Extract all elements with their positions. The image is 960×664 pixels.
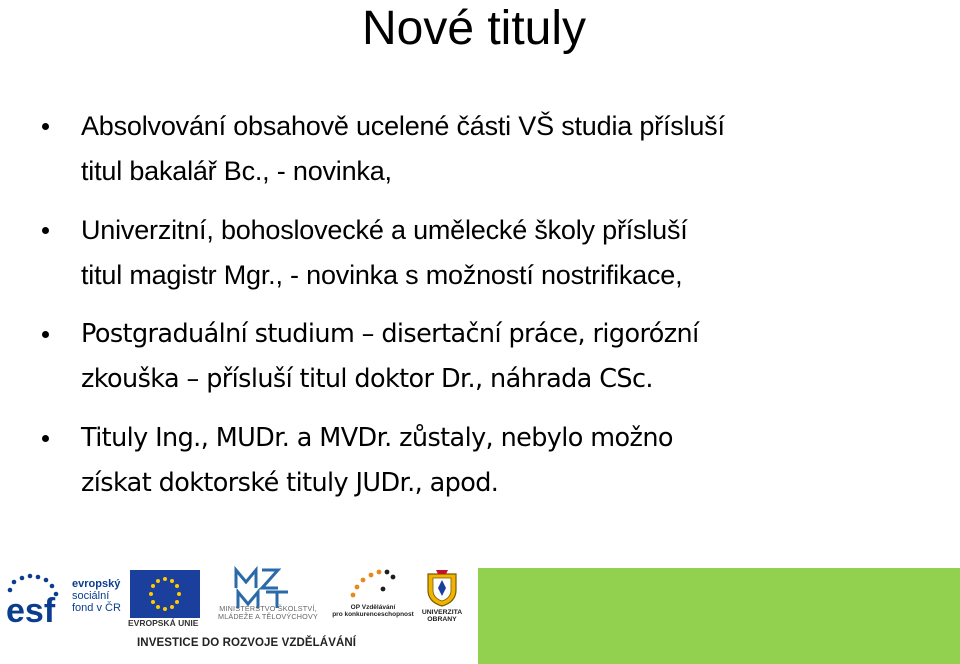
uo-label-line: OBRANY	[427, 616, 457, 623]
footer-accent-bar	[478, 568, 960, 664]
investice-tagline: INVESTICE DO ROZVOJE VZDĚLÁVÁNÍ	[137, 637, 357, 649]
msmt-label-line: MLÁDEŽE A TĚLOVÝCHOVY	[218, 612, 318, 621]
esf-label-line: sociální	[72, 590, 110, 602]
bullet-line: Tituly Ing., MUDr. a MVDr. zůstaly, nebylo možno	[81, 423, 673, 453]
esf-label-line: fond v ČR	[72, 602, 121, 614]
univerzita-obrany-crest	[420, 568, 464, 608]
bullet-item	[40, 208, 900, 298]
bullet-list	[40, 104, 900, 506]
esf-label-line: evropský	[72, 578, 121, 590]
op-vzdelavani-logo	[347, 567, 401, 601]
bullet-line: Postgraduální studium – disertační práce, rigorózní	[81, 319, 699, 349]
bullet-line: titul magistr Mgr., - novinka s možností nostrifikace,	[81, 260, 683, 290]
esf-label	[72, 578, 121, 614]
uo-label	[416, 609, 468, 623]
eu-flag-logo	[130, 570, 200, 618]
esf-brand-text: esf	[6, 592, 56, 630]
slide-title: Nové tituly	[361, 2, 587, 55]
bullet-line: Absolvování obsahově ucelené části VŠ studia přísluší	[81, 111, 725, 141]
bullet-item	[40, 416, 900, 506]
msmt-label-line: MINISTERSTVO ŠKOLSTVÍ,	[219, 604, 317, 613]
eu-label: EVROPSKÁ UNIE	[128, 618, 199, 628]
bullet-line: titul bakalář Bc., - novinka,	[81, 156, 392, 186]
op-label-line: pro konkurenceschopnost	[332, 611, 414, 618]
msmt-label	[208, 605, 328, 621]
op-label-line: OP Vzdělávání	[350, 604, 396, 611]
uo-label-line: UNIVERZITA	[421, 609, 463, 616]
bullet-line: získat doktorské tituly JUDr., apod.	[81, 468, 499, 498]
bullet-item	[40, 312, 900, 402]
op-label	[331, 604, 415, 618]
bullet-line: Univerzitní, bohoslovecké a umělecké školy přísluší	[81, 215, 688, 245]
bullet-item	[40, 104, 900, 194]
bullet-line: zkouška – přísluší titul doktor Dr., náhrada CSc.	[81, 364, 653, 394]
